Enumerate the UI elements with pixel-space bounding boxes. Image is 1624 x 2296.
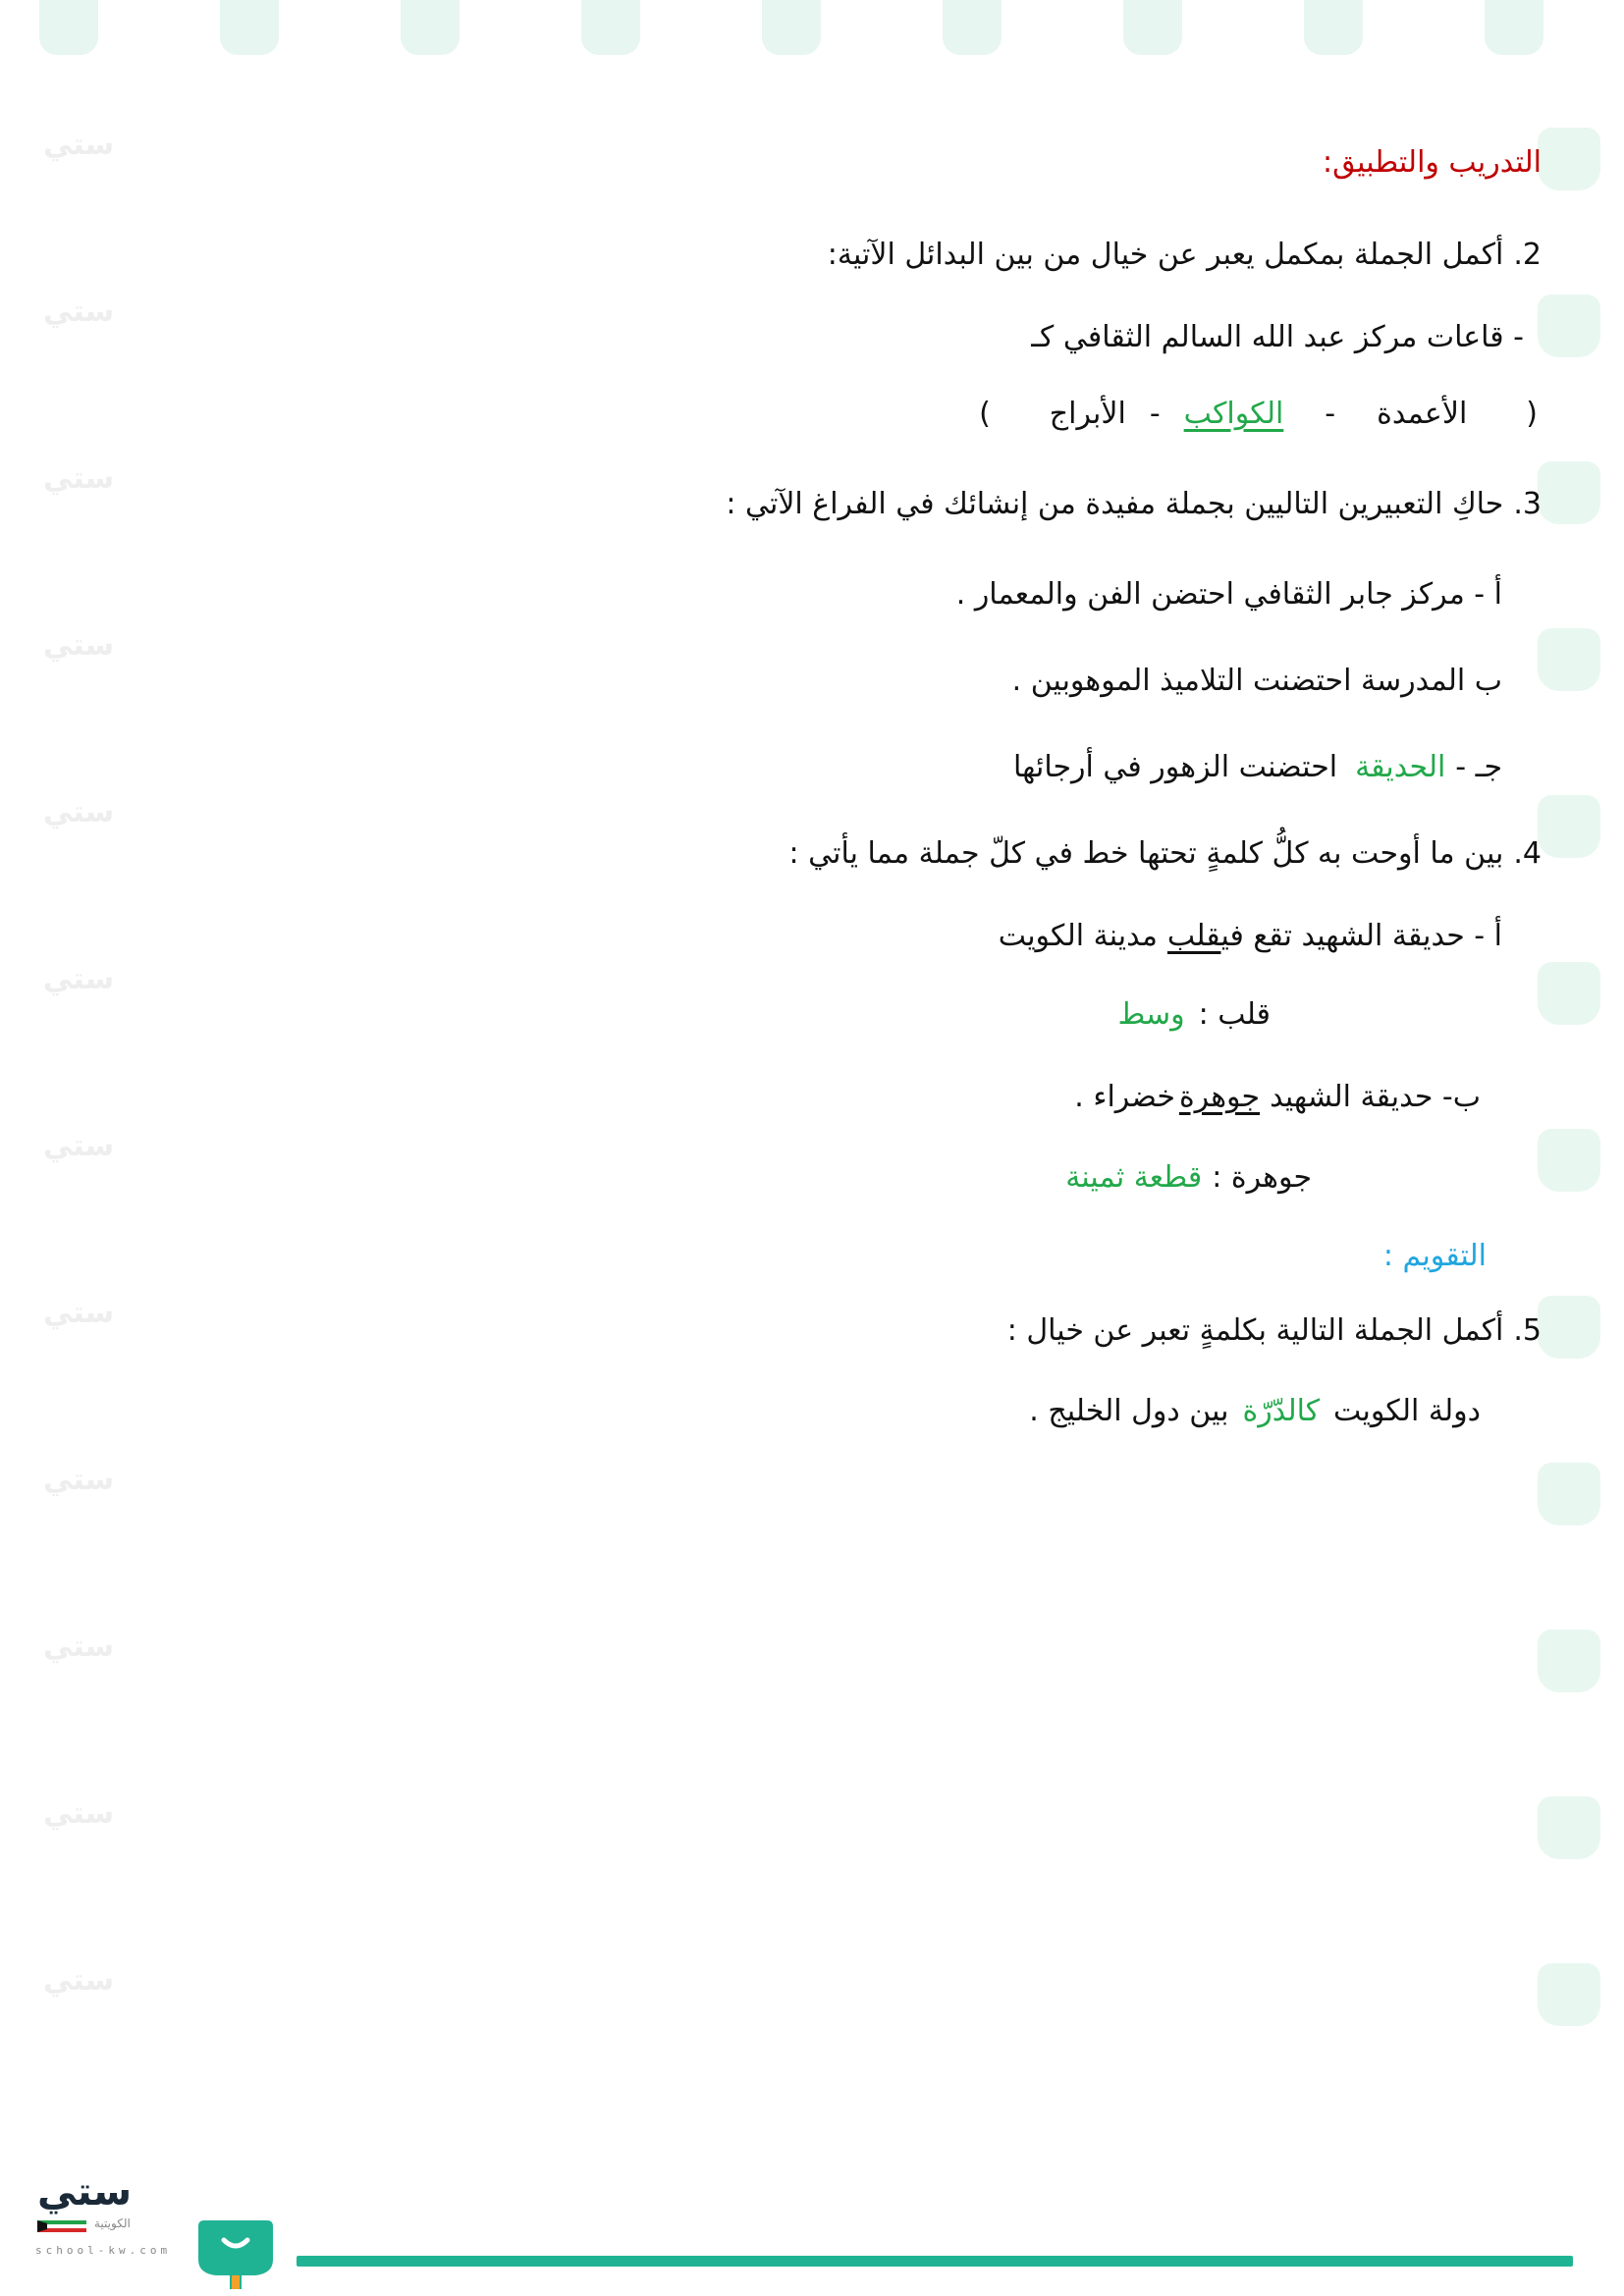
watermark-logo-icon [1538,795,1600,858]
watermark-text: ستي [43,628,115,663]
question-text: حاكِ التعبيرين التاليين بجملة مفيدة من إنشائك في الفراغ الآتي : [726,487,1504,521]
watermark-text: ستي [43,1629,115,1664]
question-2-prompt [828,238,1542,272]
question-5-prompt [1007,1313,1542,1348]
watermark-logo-icon [1538,1129,1600,1192]
watermark-logo-icon [1538,461,1600,524]
question-3-prompt [726,487,1542,521]
answer-text: الحديقة [1355,750,1446,784]
question-text: أكمل الجملة التالية بكلمةٍ تعبر عن خيال : [1006,1313,1504,1348]
question-4-item-a [999,919,1502,953]
section-heading-training: التدريب والتطبيق: [1323,145,1542,180]
watermark-text: ستي [43,1796,115,1831]
item-text: ب- حديقة الشهيد [1270,1080,1481,1114]
watermark-logo-icon [1538,1463,1600,1525]
item-prefix: جـ - [1455,750,1502,784]
open-paren: ( [1526,397,1538,431]
question-3-item-c [1013,750,1502,784]
question-number: 2. [1513,238,1542,272]
footer-book-icon [194,2220,277,2289]
question-4-answer-b [1065,1160,1312,1195]
watermark-logo-icon [1485,0,1543,55]
item-text: خضراء . [1074,1080,1175,1114]
watermark-logo-icon [1304,0,1363,55]
footer-divider-bar [297,2256,1573,2267]
watermark-text: ستي [43,294,115,329]
footer-site-text: school-kw.com [35,2244,172,2257]
watermark-text: ستي [43,795,115,829]
watermark-text: ستي [43,1129,115,1163]
question-number: 5. [1513,1313,1542,1348]
underlined-word: جوهرة [1178,1080,1261,1114]
question-2-sentence: - قاعات مركز عبد الله السالم الثقافي كـ [1031,320,1524,354]
option-planets-answer: الكواكب [1183,397,1284,431]
question-4-item-b [1074,1080,1481,1114]
question-number: 4. [1513,836,1542,871]
footer-flag-icon [37,2220,86,2232]
watermark-text: ستي [43,128,115,162]
watermark-text: ستي [43,461,115,496]
question-5-sentence [1029,1394,1481,1428]
watermark-logo-icon [581,0,640,55]
answer-label: قلب : [1198,997,1271,1032]
watermark-logo-icon [1538,628,1600,691]
close-paren: ) [979,397,991,431]
watermark-top-row [0,0,1624,69]
watermark-text: ستي [43,962,115,996]
watermark-logo-icon [1538,1963,1600,2026]
question-number: 3. [1513,487,1542,521]
question-text: بين ما أوحت به كلُّ كلمةٍ تحتها خط في كلّ جملة مما يأتي : [788,836,1504,871]
watermark-logo-icon [39,0,98,55]
watermark-logo-icon [1123,0,1182,55]
question-2-options [979,397,1538,431]
item-text: دولة الكويت [1333,1394,1481,1428]
section-heading-assessment: التقويم : [1382,1239,1487,1273]
item-text: بين دول الخليج . [1029,1394,1229,1428]
watermark-text: ستي [43,1463,115,1497]
watermark-logo-icon [1538,1796,1600,1859]
watermark-logo-icon [1538,962,1600,1025]
answer-text: قطعة ثمينة [1065,1160,1203,1195]
underlined-word: قلب [1166,919,1221,953]
answer-text: كالدّرّة [1242,1394,1321,1428]
question-text: أكمل الجملة بمكمل يعبر عن خيال من بين البدائل الآتية: [827,238,1504,272]
watermark-text: ستي [43,1296,115,1330]
watermark-logo-icon [943,0,1001,55]
answer-label: جوهرة : [1212,1160,1312,1195]
watermark-logo-icon [220,0,279,55]
question-4-prompt [789,836,1542,871]
option-columns: الأعمدة [1377,397,1468,431]
option-towers: الأبراج [1049,397,1126,431]
question-3-item-b: ب المدرسة احتضنت التلاميذ الموهوبين . [1011,664,1502,698]
watermark-logo-icon [762,0,821,55]
watermark-logo-icon [1538,1629,1600,1692]
watermark-text: ستي [43,1963,115,1998]
watermark-logo-icon [401,0,460,55]
item-text: أ - حديقة الشهيد تقع في [1220,919,1502,953]
answer-text: وسط [1117,997,1185,1032]
option-separator: - [1149,397,1161,431]
watermark-logo-icon [1538,128,1600,190]
option-separator: - [1325,397,1336,431]
footer-logo-subtitle: الكويتية [94,2216,131,2230]
footer-logo: ستي [37,2169,133,2215]
question-3-item-a: أ - مركز جابر الثقافي احتضن الفن والمعمار . [955,577,1502,612]
item-text: احتضنت الزهور في أرجائها [1013,750,1338,784]
watermark-logo-icon [1538,294,1600,357]
watermark-logo-icon [1538,1296,1600,1359]
question-4-answer-a [1118,997,1271,1032]
item-text: مدينة الكويت [998,919,1158,953]
